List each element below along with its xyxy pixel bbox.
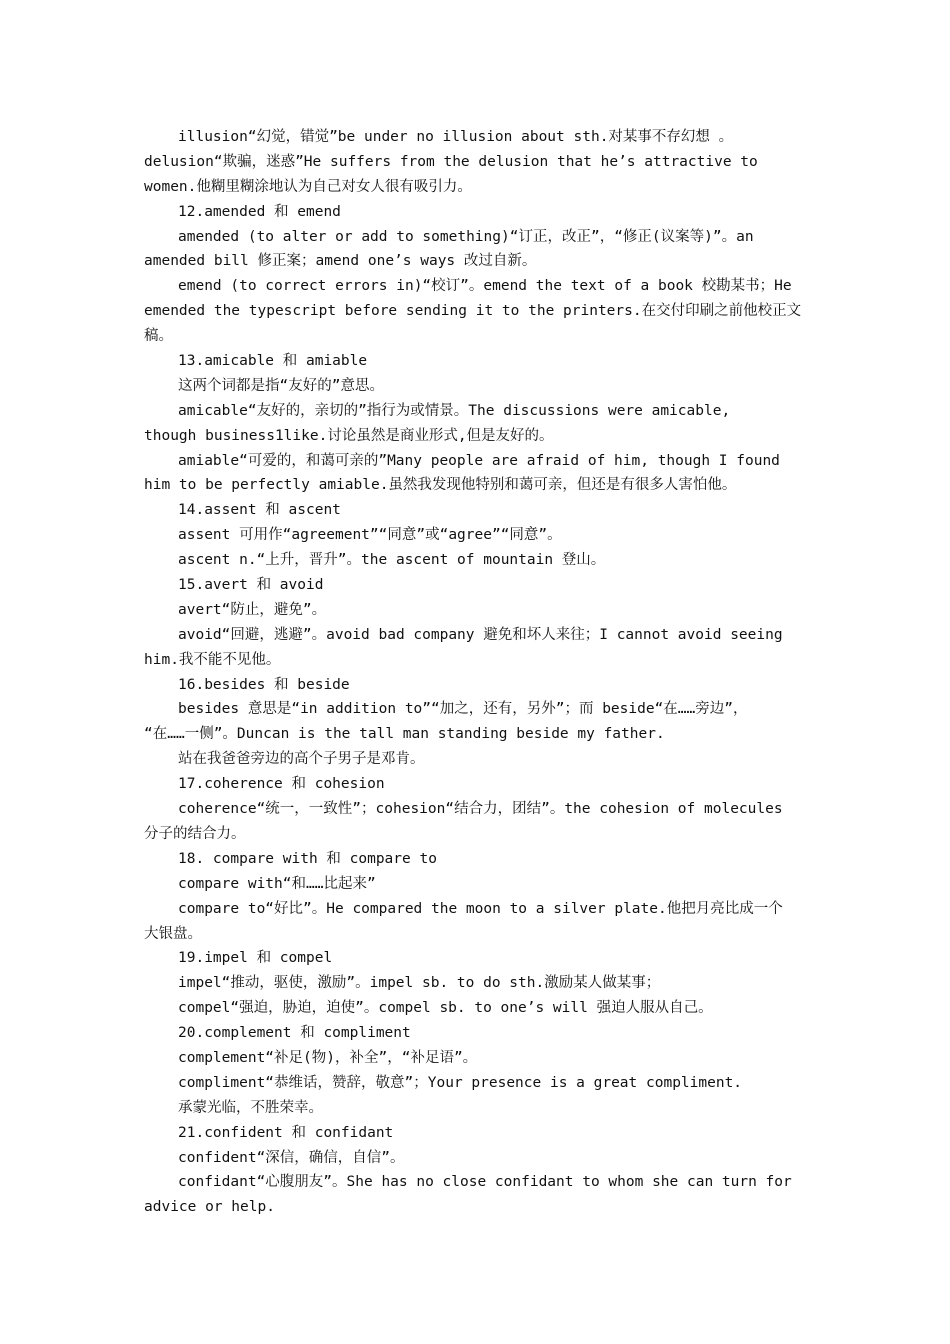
text-line: confidant“心腹朋友”。She has no close confidant to whom she can turn for xyxy=(178,1174,792,1191)
text-line: 12.amended 和 emend xyxy=(178,203,341,220)
text-line: amicable“友好的，亲切的”指行为或情景。The discussions were amicable, xyxy=(178,402,731,419)
text-line: 稿。 xyxy=(144,328,173,345)
text-line: 18. compare with 和 compare to xyxy=(178,850,437,867)
text-line: complement“补足(物)，补全”，“补足语”。 xyxy=(178,1049,478,1066)
text-line: avoid“回避，逃避”。avoid bad company 避免和坏人来往；I cannot avoid seeing xyxy=(178,626,783,643)
text-line: emend (to correct errors in)“校订”。emend the text of a book 校勘某书；He xyxy=(178,278,792,295)
text-line: 17.coherence 和 cohesion xyxy=(178,776,385,793)
text-line: “在……一侧”。Duncan is the tall man standing beside my father. xyxy=(144,726,665,743)
text-line: 21.confident 和 confidant xyxy=(178,1124,394,1141)
text-line: delusion“欺骗，迷惑”He suffers from the delusion that he’s attractive to xyxy=(144,153,758,170)
text-line: 16.besides 和 beside xyxy=(178,676,350,693)
text-line: though business1like.讨论虽然是商业形式,但是友好的。 xyxy=(144,427,554,444)
text-line: amended bill 修正案；amend one’s ways 改过自新。 xyxy=(144,253,537,270)
text-line: 这两个词都是指“友好的”意思。 xyxy=(178,377,384,394)
document-body xyxy=(144,125,810,1220)
text-line: assent 可用作“agreement”“同意”或“agree”“同意”。 xyxy=(178,527,562,544)
text-line: avert“防止，避免”。 xyxy=(178,601,327,618)
text-line: emended the typescript before sending it to the printers.在交付印刷之前他校正文 xyxy=(144,303,802,320)
text-line: 承蒙光临，不胜荣幸。 xyxy=(178,1099,323,1116)
text-line: amended (to alter or add to something)“订正，改正”，“修正(议案等)”。an xyxy=(178,228,754,245)
text-line: women.他糊里糊涂地认为自己对女人很有吸引力。 xyxy=(144,178,472,195)
text-line: compare with“和……比起来” xyxy=(178,875,376,892)
text-line: confident“深信，确信，自信”。 xyxy=(178,1149,405,1166)
text-line: illusion“幻觉，错觉”be under no illusion about sth.对某事不存幻想 。 xyxy=(178,129,734,145)
text-line: impel“推动，驱使，激励”。impel sb. to do sth.激励某人做某事； xyxy=(178,975,661,992)
text-line: 15.avert 和 avoid xyxy=(178,577,324,594)
text-line: 大银盘。 xyxy=(144,925,202,942)
text-line: him to be perfectly amiable.虽然我发现他特别和蔼可亲，但还是有很多人害怕他。 xyxy=(144,477,737,494)
text-line: compel“强迫，胁迫，迫使”。compel sb. to one’s will 强迫人服从自己。 xyxy=(178,1000,713,1017)
text-line: compare to“好比”。He compared the moon to a silver plate.他把月亮比成一个 xyxy=(178,900,783,917)
text-line: coherence“统一，一致性”；cohesion“结合力，团结”。the cohesion of molecules xyxy=(178,801,783,818)
text-line: 13.amicable 和 amiable xyxy=(178,353,368,370)
text-line: amiable“可爱的，和蔼可亲的”Many people are afraid of him, though I found xyxy=(178,452,780,469)
text-line: 19.impel 和 compel xyxy=(178,950,333,967)
text-line: 分子的结合力。 xyxy=(144,825,246,842)
text-line: advice or help. xyxy=(144,1199,275,1216)
text-line: 20.complement 和 compliment xyxy=(178,1025,411,1042)
text-line: 14.assent 和 ascent xyxy=(178,502,341,519)
text-line: him.我不能不见他。 xyxy=(144,651,281,668)
text-line: compliment“恭维话，赞辞，敬意”；Your presence is a great compliment. xyxy=(178,1074,743,1091)
text-line: 站在我爸爸旁边的高个子男子是邓肯。 xyxy=(178,751,425,768)
text-line: besides 意思是“in addition to”“加之，还有，另外”；而 beside“在……旁边”， xyxy=(178,701,748,718)
text-line: ascent n.“上升，晋升”。the ascent of mountain 登山。 xyxy=(178,552,606,569)
